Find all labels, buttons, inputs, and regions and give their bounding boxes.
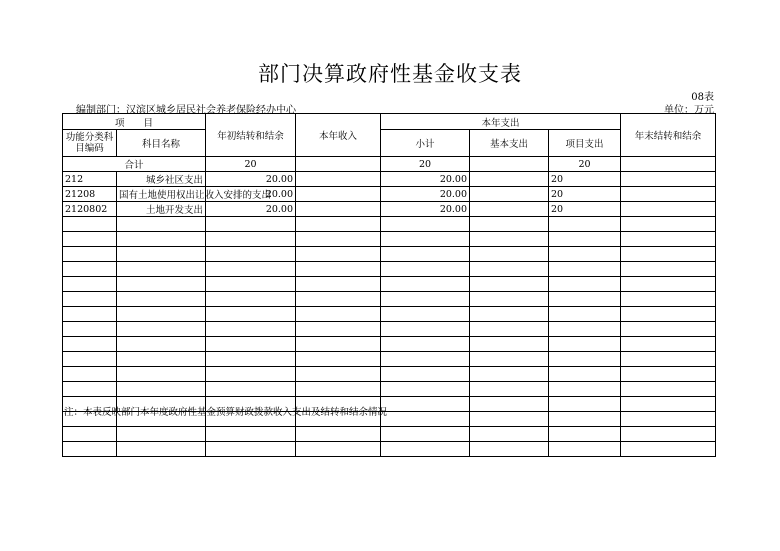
cell-code (63, 382, 117, 397)
cell-begin (206, 247, 296, 262)
table-row (63, 307, 716, 322)
cell-subtotal (381, 307, 470, 322)
cell-end (621, 352, 716, 367)
cell-begin (206, 322, 296, 337)
cell-code (63, 427, 117, 442)
cell-code (63, 322, 117, 337)
cell-subtotal (381, 442, 470, 457)
cell-begin (206, 217, 296, 232)
header-end-balance: 年末结转和结余 (621, 114, 716, 157)
cell-end (621, 337, 716, 352)
cell-end (621, 187, 716, 202)
cell-subtotal (381, 247, 470, 262)
header-project-expense: 项目支出 (549, 130, 621, 157)
header-income: 本年收入 (296, 114, 381, 157)
header-name: 科目名称 (117, 130, 206, 157)
unit-label: 单位：万元 (664, 105, 714, 116)
cell-name (117, 262, 206, 277)
total-row (63, 157, 716, 172)
cell-basic (470, 232, 549, 247)
cell-code (63, 277, 117, 292)
cell-code (63, 307, 117, 322)
cell-subtotal (381, 217, 470, 232)
cell-end (621, 202, 716, 217)
cell-project-exp: 20 (549, 202, 621, 217)
cell-subtotal: 20.00 (381, 202, 470, 217)
cell-basic (470, 172, 549, 187)
cell-basic (470, 397, 549, 412)
cell-code (63, 367, 117, 382)
page-title: 部门决算政府性基金收支表 (258, 62, 522, 86)
cell-project-exp (549, 352, 621, 367)
cell-income (296, 427, 381, 442)
cell-income (296, 202, 381, 217)
cell-basic (470, 262, 549, 277)
table-row (63, 367, 716, 382)
cell-code (63, 352, 117, 367)
cell-subtotal (381, 262, 470, 277)
header-row-1 (63, 114, 716, 130)
cell-name: 城乡社区支出 (117, 172, 206, 187)
cell-begin (206, 352, 296, 367)
cell-end (621, 217, 716, 232)
cell-name (117, 307, 206, 322)
cell-end (621, 382, 716, 397)
cell-project-exp (549, 397, 621, 412)
cell-name (117, 232, 206, 247)
cell-begin (206, 367, 296, 382)
cell-begin (206, 382, 296, 397)
total-income (296, 157, 381, 172)
total-subtotal: 20 (381, 157, 470, 172)
header-project: 项 目 (63, 114, 206, 130)
cell-project-exp: 20 (549, 172, 621, 187)
cell-basic (470, 292, 549, 307)
cell-income (296, 352, 381, 367)
cell-basic (470, 277, 549, 292)
table-row (63, 427, 716, 442)
cell-name: 土地开发支出 (117, 202, 206, 217)
table-row (63, 322, 716, 337)
cell-basic (470, 367, 549, 382)
cell-end (621, 232, 716, 247)
cell-end (621, 397, 716, 412)
cell-code: 21208 (63, 187, 117, 202)
cell-name (117, 247, 206, 262)
cell-name (117, 352, 206, 367)
table-row (63, 187, 716, 202)
cell-name (117, 322, 206, 337)
cell-basic (470, 337, 549, 352)
cell-begin (206, 292, 296, 307)
cell-name (117, 442, 206, 457)
cell-project-exp (549, 217, 621, 232)
table-row (63, 247, 716, 262)
cell-basic (470, 352, 549, 367)
cell-basic (470, 412, 549, 427)
cell-project-exp: 20 (549, 187, 621, 202)
cell-end (621, 292, 716, 307)
cell-end (621, 172, 716, 187)
cell-project-exp (549, 322, 621, 337)
cell-name: 国有土地使用权出让收入安排的支出 (117, 187, 206, 202)
cell-subtotal (381, 322, 470, 337)
cell-subtotal: 20.00 (381, 187, 470, 202)
cell-subtotal (381, 397, 470, 412)
cell-begin (206, 307, 296, 322)
cell-income (296, 307, 381, 322)
cell-name (117, 292, 206, 307)
header-subtotal: 小计 (381, 130, 470, 157)
cell-begin: 20.00 (206, 172, 296, 187)
table-row (63, 382, 716, 397)
total-basic (470, 157, 549, 172)
cell-end (621, 262, 716, 277)
cell-income (296, 172, 381, 187)
cell-code (63, 337, 117, 352)
cell-income (296, 262, 381, 277)
cell-basic (470, 442, 549, 457)
cell-code (63, 217, 117, 232)
cell-begin (206, 427, 296, 442)
cell-end (621, 322, 716, 337)
cell-project-exp (549, 382, 621, 397)
table-row (63, 202, 716, 217)
cell-end (621, 412, 716, 427)
cell-subtotal: 20.00 (381, 172, 470, 187)
cell-income (296, 277, 381, 292)
cell-subtotal (381, 412, 470, 427)
cell-subtotal (381, 277, 470, 292)
cell-income (296, 442, 381, 457)
cell-project-exp (549, 442, 621, 457)
total-label: 合计 (63, 157, 206, 172)
cell-income (296, 292, 381, 307)
header-row-2 (63, 130, 716, 157)
cell-begin (206, 337, 296, 352)
department-label: 编制部门：汉滨区城乡居民社会养老保险经办中心 (76, 105, 296, 116)
cell-subtotal (381, 292, 470, 307)
cell-project-exp (549, 337, 621, 352)
cell-end (621, 367, 716, 382)
cell-basic (470, 427, 549, 442)
cell-name (117, 277, 206, 292)
cell-project-exp (549, 277, 621, 292)
cell-basic (470, 247, 549, 262)
cell-end (621, 427, 716, 442)
cell-end (621, 307, 716, 322)
cell-name (117, 382, 206, 397)
cell-subtotal (381, 367, 470, 382)
cell-end (621, 277, 716, 292)
cell-income (296, 337, 381, 352)
table-row (63, 217, 716, 232)
cell-project-exp (549, 427, 621, 442)
cell-basic (470, 217, 549, 232)
cell-project-exp (549, 307, 621, 322)
cell-income (296, 187, 381, 202)
cell-basic (470, 382, 549, 397)
cell-end (621, 442, 716, 457)
table-row (63, 172, 716, 187)
cell-income (296, 322, 381, 337)
cell-begin: 20.00 (206, 187, 296, 202)
table-row (63, 352, 716, 367)
cell-project-exp (549, 292, 621, 307)
cell-subtotal (381, 337, 470, 352)
header-begin-balance: 年初结转和结余 (206, 114, 296, 157)
cell-code: 212 (63, 172, 117, 187)
cell-begin (206, 232, 296, 247)
cell-income (296, 367, 381, 382)
header-code: 功能分类科目编码 (63, 130, 117, 157)
cell-end (621, 247, 716, 262)
cell-project-exp (549, 247, 621, 262)
total-project-expense: 20 (549, 157, 621, 172)
form-number: 08表 (691, 92, 714, 103)
cell-income (296, 247, 381, 262)
header-basic: 基本支出 (470, 130, 549, 157)
table-row (63, 292, 716, 307)
cell-begin (206, 262, 296, 277)
cell-income (296, 382, 381, 397)
cell-name (117, 367, 206, 382)
cell-code (63, 247, 117, 262)
cell-subtotal (381, 382, 470, 397)
cell-code (63, 292, 117, 307)
header-expense: 本年支出 (381, 114, 621, 130)
cell-basic (470, 322, 549, 337)
total-begin: 20 (206, 157, 296, 172)
cell-income (296, 217, 381, 232)
table-row (63, 232, 716, 247)
cell-code (63, 232, 117, 247)
cell-income (296, 232, 381, 247)
cell-begin: 20.00 (206, 202, 296, 217)
cell-subtotal (381, 352, 470, 367)
cell-basic (470, 202, 549, 217)
cell-begin (206, 277, 296, 292)
cell-code: 2120802 (63, 202, 117, 217)
cell-name (117, 427, 206, 442)
footnote: 注：本表反映部门本年度政府性基金预算财政拨款收入支出及结转和结余情况 (64, 407, 388, 418)
cell-project-exp (549, 232, 621, 247)
table-row (63, 442, 716, 457)
cell-begin (206, 442, 296, 457)
cell-subtotal (381, 427, 470, 442)
cell-basic (470, 307, 549, 322)
table-row (63, 277, 716, 292)
total-end (621, 157, 716, 172)
cell-subtotal (381, 232, 470, 247)
cell-name (117, 337, 206, 352)
cell-basic (470, 187, 549, 202)
cell-code (63, 442, 117, 457)
table-row (63, 337, 716, 352)
cell-project-exp (549, 367, 621, 382)
cell-project-exp (549, 412, 621, 427)
cell-project-exp (549, 262, 621, 277)
cell-code (63, 262, 117, 277)
cell-name (117, 217, 206, 232)
table-row (63, 262, 716, 277)
